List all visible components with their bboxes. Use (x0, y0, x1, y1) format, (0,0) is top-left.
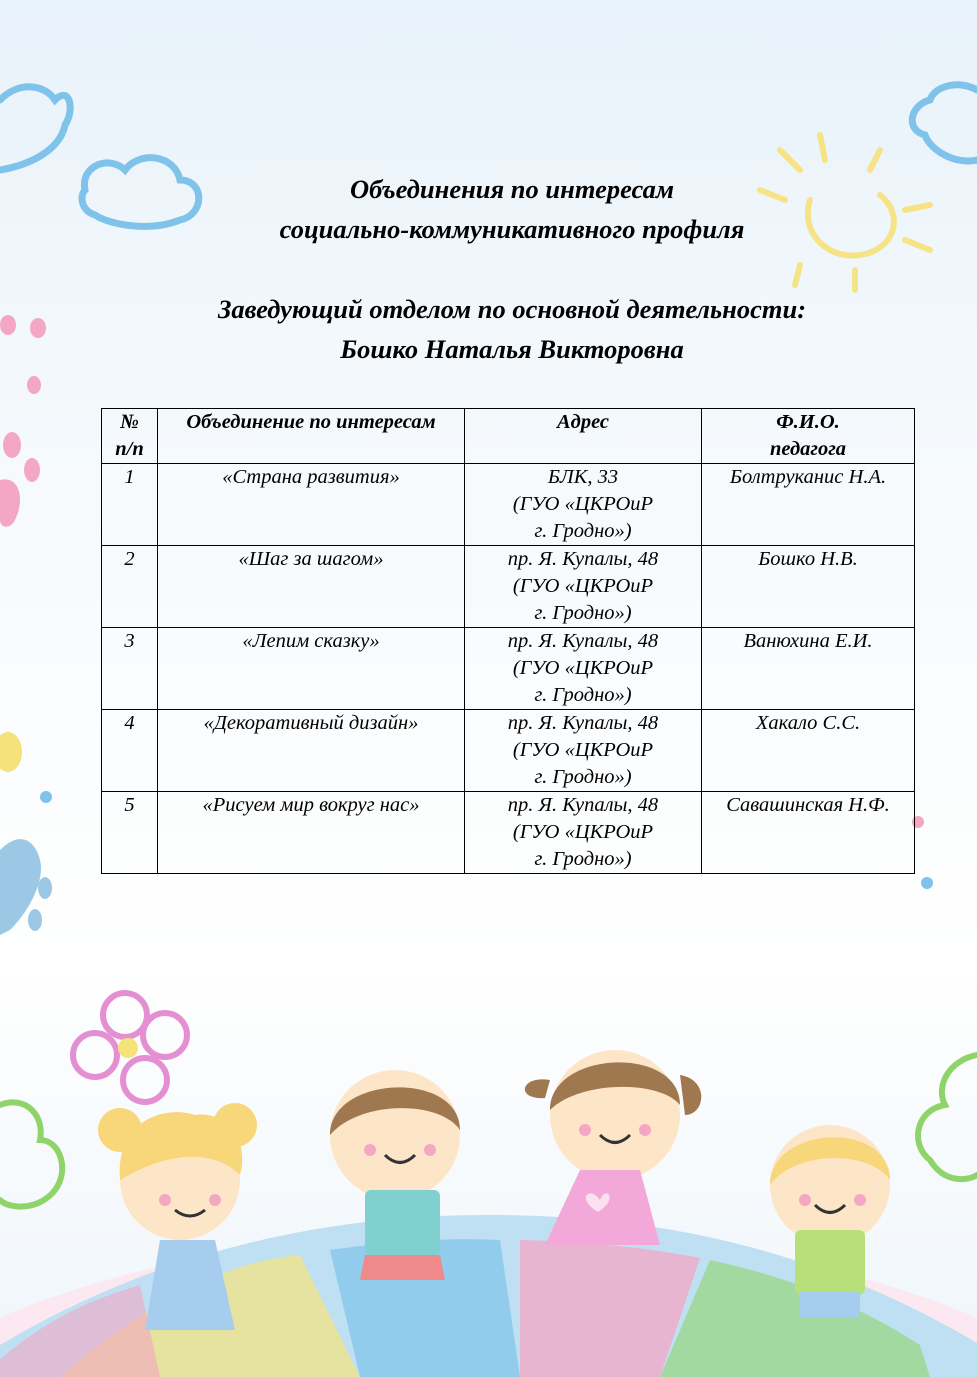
address-line: (ГУО «ЦКРОиР (512, 739, 654, 761)
address-line: г. Гродно») (534, 520, 632, 542)
cell-address (465, 546, 702, 628)
cell-num: 5 (102, 792, 158, 874)
cell-address (465, 710, 702, 792)
cell-teacher: Болтруканис Н.А. (702, 464, 915, 546)
table-row (102, 464, 915, 546)
page-title-line-2: социально-коммуникативного профиля (279, 214, 745, 244)
header-teacher-line: Ф.И.О. (776, 411, 840, 433)
head-position: Заведующий отделом по основной деятельности: (217, 294, 807, 324)
header-num (102, 409, 158, 464)
cell-teacher: Ванюхина Е.И. (702, 628, 915, 710)
address-line: (ГУО «ЦКРОиР (512, 575, 654, 597)
address-line: пр. Я. Купалы, 48 (507, 630, 659, 652)
address-line: г. Гродно») (534, 766, 632, 788)
cell-address (465, 628, 702, 710)
header-address (465, 409, 702, 464)
cell-teacher: Бошко Н.В. (702, 546, 915, 628)
address-line: пр. Я. Купалы, 48 (507, 548, 659, 570)
cell-group: «Декоративный дизайн» (158, 710, 465, 792)
table-row (102, 546, 915, 628)
table-row (102, 792, 915, 874)
header-num-line: № (120, 411, 139, 433)
cell-num: 2 (102, 546, 158, 628)
header-group (158, 409, 465, 464)
address-line: г. Гродно») (534, 848, 632, 870)
cell-teacher: Савашинская Н.Ф. (702, 792, 915, 874)
address-line: пр. Я. Купалы, 48 (507, 794, 659, 816)
address-line: (ГУО «ЦКРОиР (512, 493, 654, 515)
cell-teacher: Хакало С.С. (702, 710, 915, 792)
cell-address (465, 792, 702, 874)
cell-group: «Страна развития» (158, 464, 465, 546)
header-num-line: п/п (115, 438, 144, 460)
address-line: г. Гродно») (534, 684, 632, 706)
cell-group: «Лепим сказку» (158, 628, 465, 710)
table-row (102, 628, 915, 710)
address-line: пр. Я. Купалы, 48 (507, 712, 659, 734)
head-name: Бошко Наталья Викторовна (340, 334, 684, 364)
address-line: (ГУО «ЦКРОиР (512, 821, 654, 843)
address-line: БЛК, 33 (547, 466, 619, 488)
cell-num: 3 (102, 628, 158, 710)
cell-group: «Рисуем мир вокруг нас» (158, 792, 465, 874)
address-line: г. Гродно») (534, 602, 632, 624)
header-teacher-line: педагога (769, 438, 847, 460)
address-line: (ГУО «ЦКРОиР (512, 657, 654, 679)
header-teacher (702, 409, 915, 464)
table-row (102, 710, 915, 792)
cell-num: 4 (102, 710, 158, 792)
cell-address (465, 464, 702, 546)
cell-num: 1 (102, 464, 158, 546)
groups-table (101, 408, 915, 874)
table-header-row (102, 409, 915, 464)
header-group-label: Объединение по интересам (186, 411, 436, 433)
page-title-line-1: Объединения по интересам (349, 174, 675, 204)
cell-group: «Шаг за шагом» (158, 546, 465, 628)
header-address-label: Адрес (556, 411, 610, 433)
